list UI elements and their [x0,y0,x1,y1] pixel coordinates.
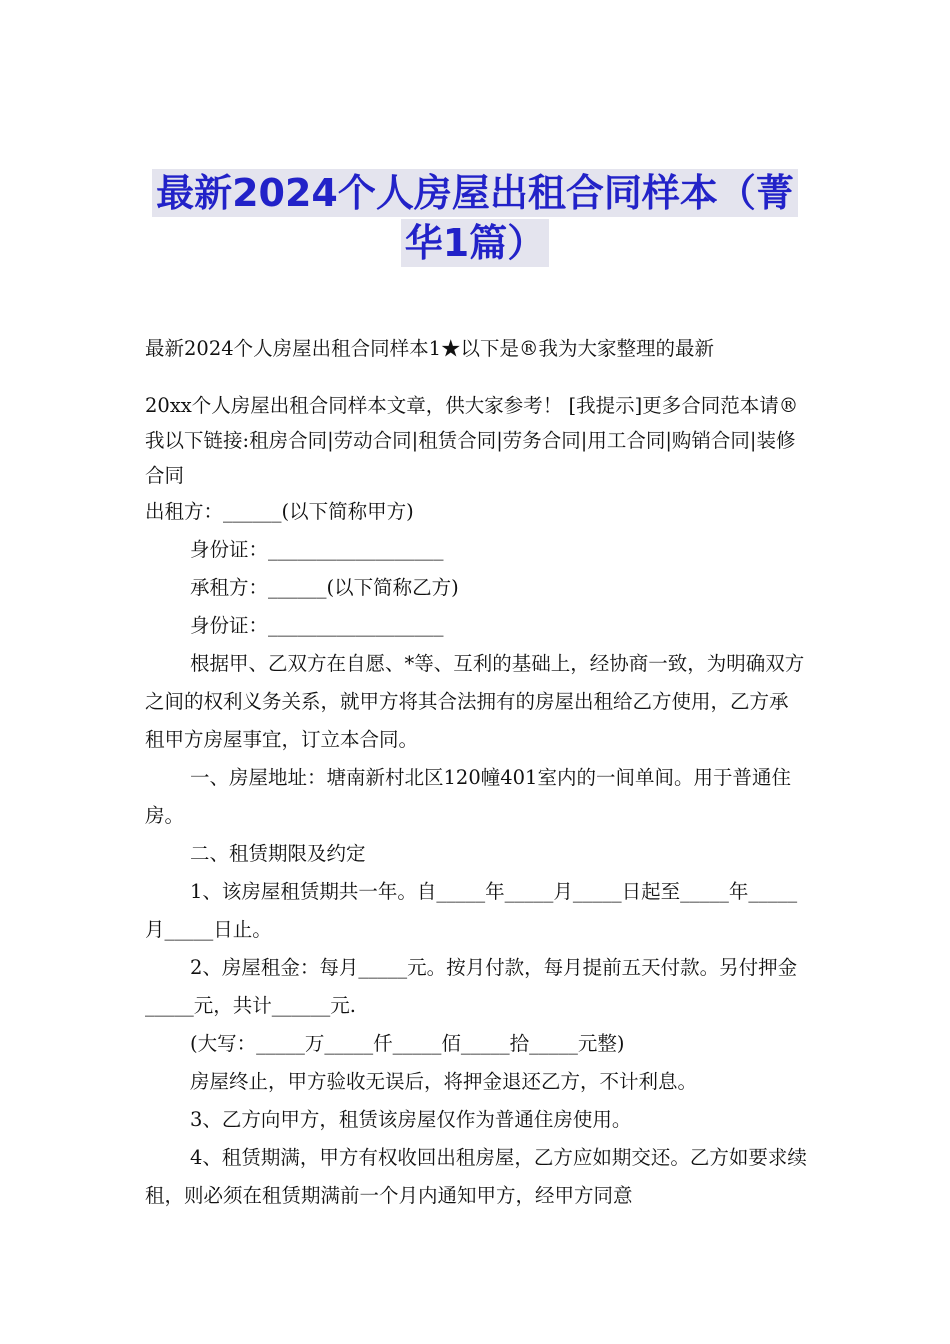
paragraph-clause-2-3: 3、乙方向甲方，租赁该房屋仅作为普通住房使用。 [190,1108,632,1131]
title-line-1: 最新2024个人房屋出租合同样本（菁 [152,169,798,217]
paragraph-intro-2: 20xx个人房屋出租合同样本文章，供大家参考！ [我提示]更多合同范本请®我以下链接:租房合同|劳动合同|租赁合同|劳务合同|用工合同|购销合同|装修合同 [145,394,799,487]
paragraph-clause-2-1: 1、该房屋租赁期共一年。自_____年_____月_____日起至_____年_____月_____日止。 [145,880,798,941]
paragraph-lessor-id: 身份证：__________________ [190,538,444,561]
paragraph-clause-2-4: 4、租赁期满，甲方有权收回出租房屋，乙方应如期交还。乙方如要求续租，则必须在租赁期满前一个月内通知甲方，经甲方同意 [145,1146,807,1207]
paragraph-lessee: 承租方：______(以下简称乙方) [190,576,459,599]
paragraph-intro-1: 最新2024个人房屋出租合同样本1★以下是®我为大家整理的最新 [145,337,715,360]
title-line-2: 华1篇） [401,219,549,267]
paragraph-lessor: 出租方：______(以下简称甲方) [145,500,414,523]
paragraph-preamble: 根据甲、乙双方在自愿、*等、互利的基础上，经协商一致，为明确双方之间的权利义务关系，就甲方将其合法拥有的房屋出租给乙方使用，乙方承租甲方房屋事宜，订立本合同。 [145,652,805,751]
paragraph-clause-1: 一、房屋地址：塘南新村北区120幢401室内的一间单间。用于普通住房。 [145,766,791,827]
paragraph-clause-2-2-words: (大写：_____万_____仟_____佰_____拾_____元整) [190,1032,625,1055]
document-title [140,168,810,268]
paragraph-clause-2: 二、租赁期限及约定 [190,842,366,865]
paragraph-lessee-id: 身份证：__________________ [190,614,444,637]
document-body [145,330,807,1215]
paragraph-clause-2-2: 2、房屋租金：每月_____元。按月付款，每月提前五天付款。另付押金_____元，共计______元. [145,956,798,1017]
paragraph-clause-2-2-deposit: 房屋终止，甲方验收无误后，将押金退还乙方，不计利息。 [190,1070,698,1093]
